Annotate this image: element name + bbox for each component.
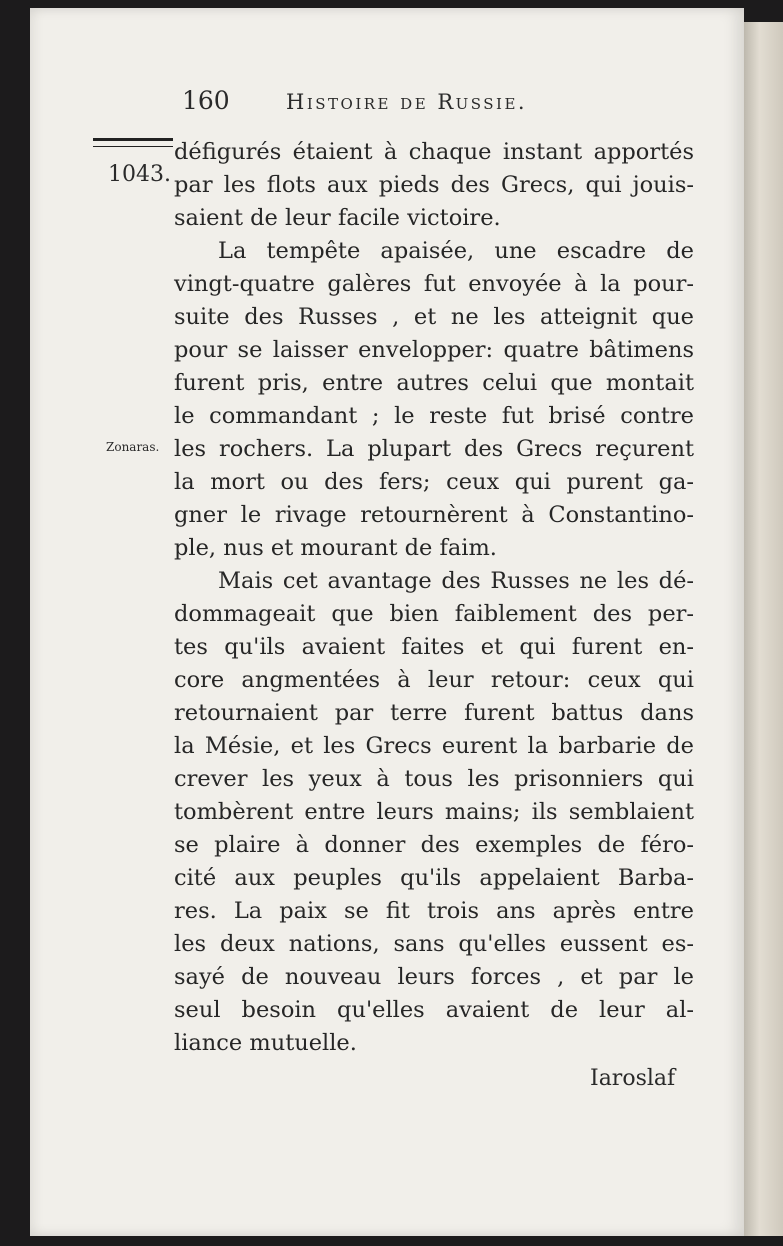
text-line: cité aux peuples qu'ils appelaient Barba- (174, 865, 694, 891)
text-line: ple, nus et mourant de faim. (174, 535, 497, 561)
text-line: la Mésie, et les Grecs eurent la barbarie de (174, 733, 694, 759)
text-line: saient de leur facile victoire. (174, 205, 501, 231)
text-line: tes qu'ils avaient faites et qui furent en- (174, 634, 694, 660)
margin-year: 1043. (108, 162, 171, 187)
text-line: dommageait que bien faiblement des per- (174, 601, 694, 627)
text-line: par les flots aux pieds des Grecs, qui jouis- (174, 172, 694, 198)
text-line: seul besoin qu'elles avaient de leur al- (174, 997, 694, 1023)
catchword: Iaroslaf (590, 1066, 676, 1091)
text-line: Mais cet avantage des Russes ne les dé- (218, 568, 694, 594)
section-rule (93, 138, 173, 147)
next-page-edge (744, 22, 783, 1236)
text-line: les rochers. La plupart des Grecs reçurent (174, 436, 694, 462)
page-number: 160 (182, 86, 230, 115)
page-header (178, 86, 738, 126)
text-line: se plaire à donner des exemples de féro- (174, 832, 694, 858)
text-line: crever les yeux à tous les prisonniers qui (174, 766, 694, 792)
text-line: la mort ou des fers; ceux qui purent ga- (174, 469, 694, 495)
text-line: sayé de nouveau leurs forces , et par le (174, 964, 694, 990)
text-line: retournaient par terre furent battus dans (174, 700, 694, 726)
running-title: Histoire de Russie. (286, 90, 528, 114)
text-line: liance mutuelle. (174, 1030, 357, 1056)
text-line: gner le rivage retournèrent à Constantino- (174, 502, 694, 528)
text-line: pour se laisser envelopper: quatre bâtimens (174, 337, 694, 363)
body-text (174, 136, 694, 1060)
text-line: La tempête apaisée, une escadre de (218, 238, 694, 264)
text-line: tombèrent entre leurs mains; ils semblaient (174, 799, 694, 825)
text-line: vingt-quatre galères fut envoyée à la pour- (174, 271, 694, 297)
text-line: core angmentées à leur retour: ceux qui (174, 667, 694, 693)
text-line: le commandant ; le reste fut brisé contre (174, 403, 694, 429)
margin-note-source: Zonaras. (106, 440, 160, 454)
text-line: res. La paix se fit trois ans après entre (174, 898, 694, 924)
text-line: suite des Russes , et ne les atteignit que (174, 304, 694, 330)
text-line: furent pris, entre autres celui que montait (174, 370, 694, 396)
text-line: défigurés étaient à chaque instant apportés (174, 139, 694, 165)
text-line: les deux nations, sans qu'elles eussent es- (174, 931, 694, 957)
